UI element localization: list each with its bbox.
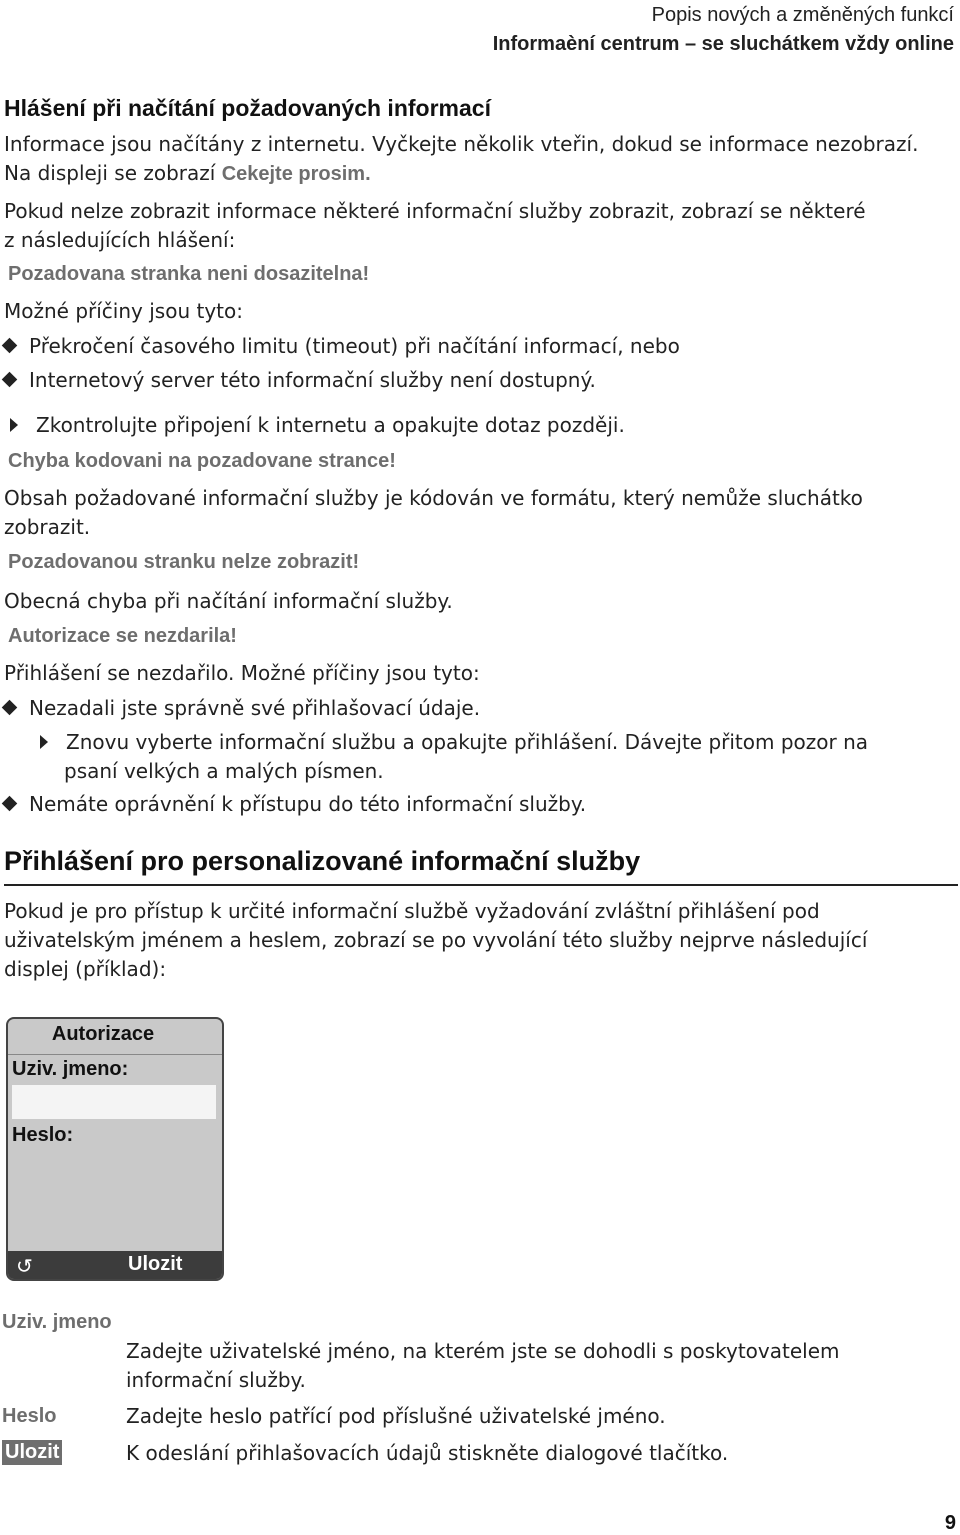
- text-prefix: Na displeji se zobrazí: [4, 161, 222, 185]
- bullet-text: Nemáte oprávnění k přístupu do této informační služby.: [29, 792, 587, 816]
- paragraph-display-wait: [4, 159, 944, 189]
- error-message-unreachable: Pozadovana stranka neni dosazitelna!: [8, 263, 370, 285]
- diamond-bullet-icon: [2, 372, 18, 388]
- page-number: 9: [944, 1512, 956, 1534]
- error-message-encoding: Chyba kodovani na pozadovane strance!: [8, 450, 396, 472]
- diamond-bullet-icon: [2, 338, 18, 354]
- back-icon[interactable]: ↺: [16, 1254, 33, 1278]
- action-check-connection: [10, 411, 950, 440]
- paragraph-errors-l1: Pokud nelze zobrazit informace některé informační služby zobrazit, zobrazí se některé: [4, 199, 866, 223]
- auth-action-l2: psaní velkých a malých písmen.: [64, 759, 384, 783]
- auth-bullet-credentials: [4, 694, 944, 723]
- heading-rule: [4, 884, 958, 886]
- paragraph-loading: Informace jsou načítány z internetu. Vyčkejte několik vteřin, dokud se informace nezobrazí.: [4, 132, 919, 156]
- cause-bullet-timeout: [4, 332, 944, 361]
- section-heading-messages: Hlášení při načítání požadovaných informací: [4, 95, 491, 121]
- causes-intro: Možné příčiny jsou tyto:: [4, 299, 243, 323]
- username-field[interactable]: [12, 1085, 216, 1119]
- diamond-bullet-icon: [2, 700, 18, 716]
- bullet-text: Internetový server této informační služby není dostupný.: [29, 368, 596, 392]
- save-softkey[interactable]: Ulozit: [128, 1253, 183, 1275]
- arrow-right-icon: [10, 418, 18, 432]
- error-message-display: Pozadovanou stranku nelze zobrazit!: [8, 551, 360, 573]
- display-divider: [8, 1054, 222, 1055]
- personalized-p-l3: displej (příklad):: [4, 957, 167, 981]
- term-password: Heslo: [2, 1405, 57, 1427]
- personalized-p-l2: uživatelským jménem a heslem, zobrazí se po vyvolání této služby nejprve následující: [4, 928, 868, 952]
- personalized-p-l1: Pokud je pro přístup k určité informační službě vyžadování zvláštní přihlášení pod: [4, 899, 820, 923]
- arrow-right-icon: [40, 735, 48, 749]
- auth-action: [40, 728, 940, 757]
- header-chapter: Popis nových a změněných funkcí: [651, 4, 954, 26]
- error-message-authorization: Autorizace se nezdarila!: [8, 625, 237, 647]
- term-save: Ulozit: [2, 1440, 62, 1465]
- bullet-text: Překročení časového limitu (timeout) při načítání informací, nebo: [29, 334, 680, 358]
- def-password: Zadejte heslo patřící pod příslušné uživatelské jméno.: [126, 1404, 666, 1428]
- header-section: Informaèní centrum – se sluchátkem vždy online: [492, 33, 954, 55]
- display-error-desc: Obecná chyba při načítání informační služby.: [4, 589, 453, 613]
- action-text: Zkontrolujte připojení k internetu a opakujte dotaz později.: [36, 413, 625, 437]
- encoding-desc-l2: zobrazit.: [4, 515, 91, 539]
- encoding-desc-l1: Obsah požadované informační služby je kódován ve formátu, který nemůže sluchátko: [4, 486, 863, 510]
- section-heading-personalized: Přihlášení pro personalizované informační služby: [4, 846, 641, 876]
- term-username: Uziv. jmeno: [2, 1311, 112, 1333]
- diamond-bullet-icon: [2, 796, 18, 812]
- bullet-text: Nezadali jste správně své přihlašovací údaje.: [29, 696, 481, 720]
- auth-bullet-permission: [4, 790, 944, 819]
- paragraph-errors-l2: z následujících hlášení:: [4, 228, 236, 252]
- action-text: Znovu vyberte informační službu a opakujte přihlášení. Dávejte přitom pozor na: [66, 730, 869, 754]
- def-username-l2: informační služby.: [126, 1368, 306, 1392]
- password-label: Heslo:: [12, 1124, 74, 1146]
- display-title: Autorizace: [51, 1023, 155, 1045]
- auth-causes-intro: Přihlášení se nezdařilo. Možné příčiny jsou tyto:: [4, 661, 480, 685]
- def-save: K odeslání přihlašovacích údajů stiskněte dialogové tlačítko.: [126, 1441, 729, 1465]
- phone-display: [6, 1017, 224, 1281]
- display-text-wait: Cekejte prosim.: [221, 163, 371, 185]
- username-label: Uziv. jmeno:: [12, 1058, 129, 1080]
- cause-bullet-server: [4, 366, 944, 395]
- softkey-bar: [8, 1251, 222, 1279]
- def-username-l1: Zadejte uživatelské jméno, na kterém jste se dohodli s poskytovatelem: [126, 1339, 840, 1363]
